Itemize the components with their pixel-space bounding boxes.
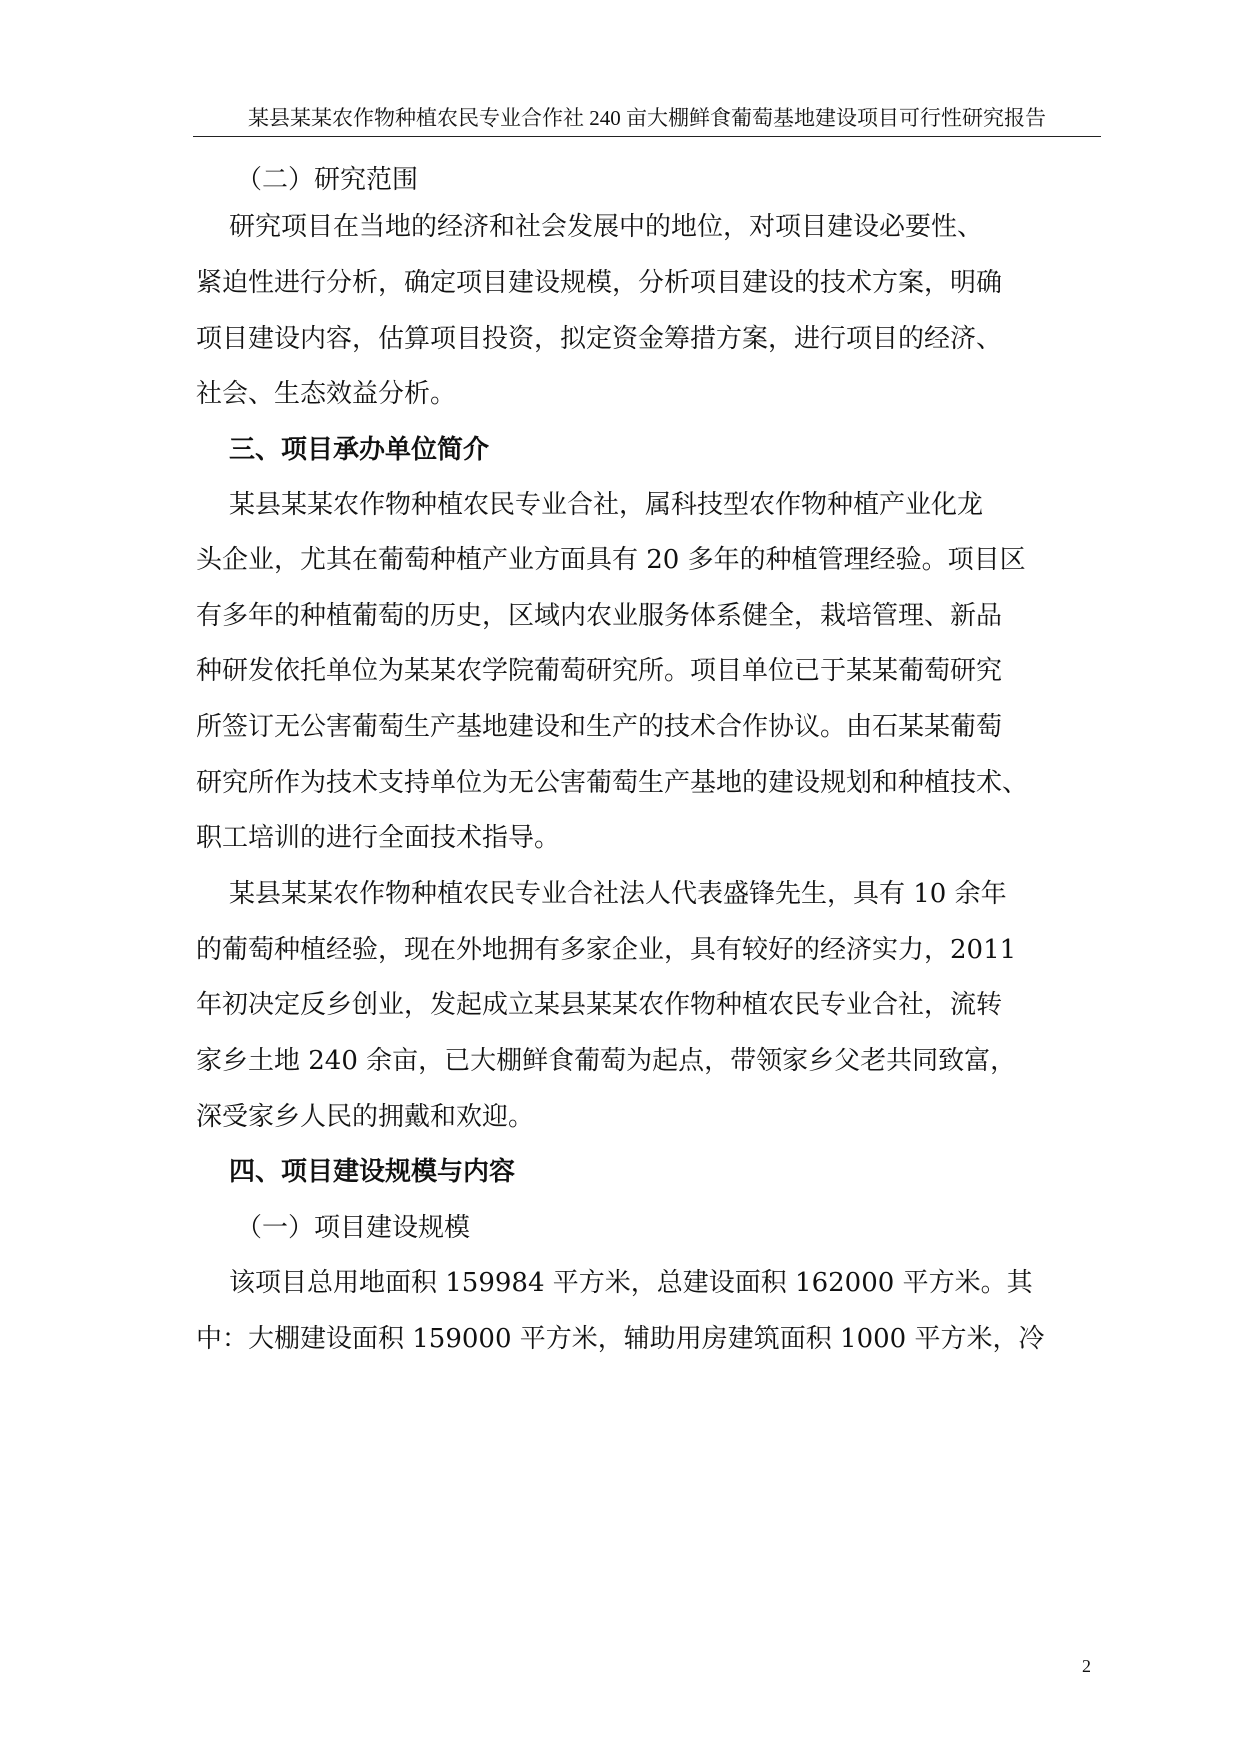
paragraph-line: 该项目总用地面积 159984 平方米，总建设面积 162000 平方米。其 bbox=[229, 1268, 1033, 1298]
subsection-heading-research-scope: （二）研究范围 bbox=[236, 165, 419, 195]
paragraph-line: 研究所作为技术支持单位为无公害葡萄生产基地的建设规划和种植技术、 bbox=[196, 768, 1029, 798]
header-divider bbox=[193, 136, 1101, 137]
paragraph-line: 项目建设内容，估算项目投资，拟定资金筹措方案，进行项目的经济、 bbox=[196, 324, 1003, 354]
page-number: 2 bbox=[1082, 1656, 1091, 1676]
paragraph-line: 家乡土地 240 余亩，已大棚鲜食葡萄为起点，带领家乡父老共同致富， bbox=[196, 1046, 1017, 1076]
paragraph-line: 种研发依托单位为某某农学院葡萄研究所。项目单位已于某某葡萄研究 bbox=[196, 656, 1003, 686]
paragraph-line: 中：大棚建设面积 159000 平方米，辅助用房建筑面积 1000 平方米，冷 bbox=[196, 1324, 1045, 1354]
paragraph-line: 紧迫性进行分析，确定项目建设规模，分析项目建设的技术方案，明确 bbox=[196, 268, 1003, 298]
paragraph-line: 的葡萄种植经验，现在外地拥有多家企业，具有较好的经济实力，2011 bbox=[196, 935, 1017, 965]
paragraph-line: 所签订无公害葡萄生产基地建设和生产的技术合作协议。由石某某葡萄 bbox=[196, 712, 1003, 742]
paragraph-line: 有多年的种植葡萄的历史，区域内农业服务体系健全，栽培管理、新品 bbox=[196, 601, 1003, 631]
section-heading-scale-content: 四、项目建设规模与内容 bbox=[229, 1157, 516, 1187]
paragraph-line: 某县某某农作物种植农民专业合社，属科技型农作物种植产业化龙 bbox=[229, 490, 984, 520]
document-header-title: 某县某某农作物种植农民专业合作社 240 亩大棚鲜食葡萄基地建设项目可行性研究报告 bbox=[248, 106, 1046, 130]
paragraph-line: 头企业，尤其在葡萄种植产业方面具有 20 多年的种植管理经验。项目区 bbox=[196, 545, 1026, 575]
paragraph-line: 年初决定反乡创业，发起成立某县某某农作物种植农民专业合社，流转 bbox=[196, 990, 1003, 1020]
paragraph-line: 某县某某农作物种植农民专业合社法人代表盛锋先生，具有 10 余年 bbox=[229, 879, 1007, 909]
paragraph-line: 深受家乡人民的拥戴和欢迎。 bbox=[196, 1102, 535, 1132]
subsection-heading-construction-scale: （一）项目建设规模 bbox=[236, 1213, 471, 1243]
paragraph-line: 职工培训的进行全面技术指导。 bbox=[196, 823, 561, 853]
section-heading-organizer-intro: 三、项目承办单位简介 bbox=[229, 435, 490, 465]
paragraph-line: 社会、生态效益分析。 bbox=[196, 379, 457, 409]
paragraph-line: 研究项目在当地的经济和社会发展中的地位，对项目建设必要性、 bbox=[229, 212, 984, 242]
